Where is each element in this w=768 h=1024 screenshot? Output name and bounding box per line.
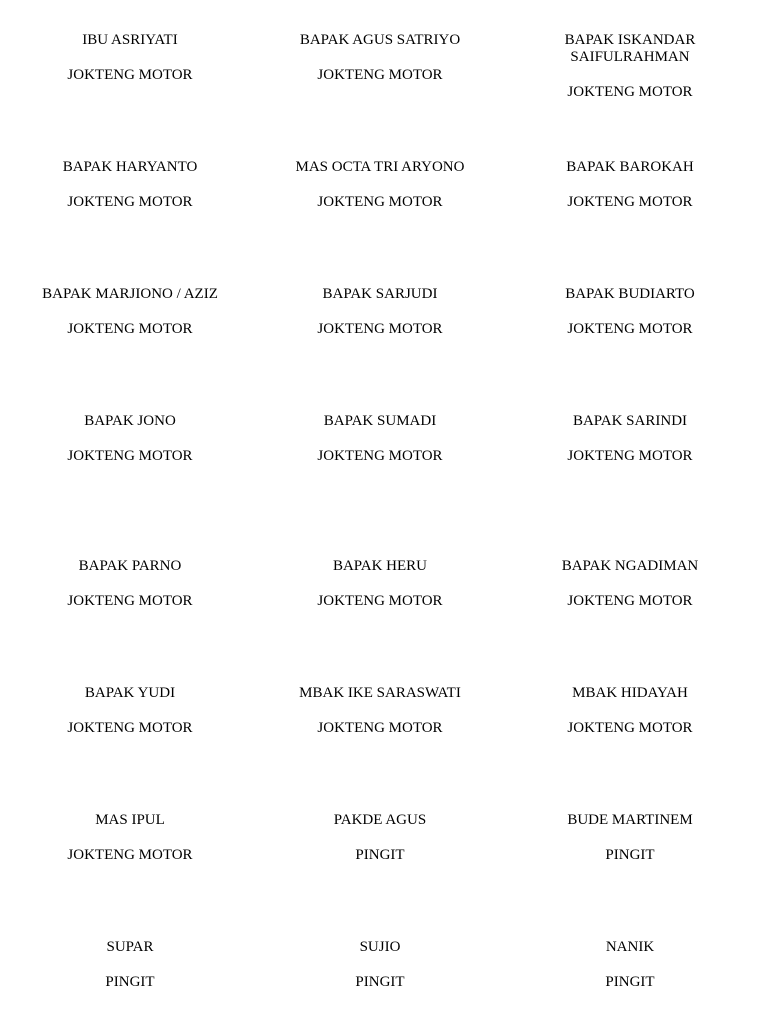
recipient-name: BAPAK SARJUDI [322,286,438,302]
address-label [505,812,755,864]
recipient-place: PINGIT [355,847,405,863]
recipient-name: MBAK IKE SARASWATI [299,685,461,701]
recipient-name: BAPAK SARINDI [572,413,688,429]
recipient-name: BAPAK HERU [332,558,428,574]
recipient-place: PINGIT [605,974,655,990]
address-label [255,413,505,465]
recipient-name: BAPAK JONO [84,413,176,429]
recipient-place: JOKTENG MOTOR [567,448,693,464]
recipient-name: BAPAK YUDI [84,685,176,701]
recipient-place: JOKTENG MOTOR [317,720,443,736]
address-label [5,159,255,211]
recipient-place: JOKTENG MOTOR [67,321,193,337]
address-label [5,812,255,864]
address-label [255,286,505,338]
address-label [255,939,505,991]
address-label [5,413,255,465]
recipient-name: BAPAK HARYANTO [62,159,198,175]
recipient-place: JOKTENG MOTOR [317,593,443,609]
address-label [5,939,255,991]
address-label [255,685,505,737]
recipient-name: BAPAK SUMADI [323,413,437,429]
recipient-place: JOKTENG MOTOR [317,321,443,337]
recipient-place: JOKTENG MOTOR [67,194,193,210]
recipient-place: PINGIT [105,974,155,990]
recipient-place: PINGIT [605,847,655,863]
recipient-name: MAS IPUL [95,812,165,828]
recipient-name: BUDE MARTINEM [567,812,693,828]
recipient-name: MBAK HIDAYAH [572,685,688,701]
address-label [505,286,755,338]
recipient-place: JOKTENG MOTOR [67,593,193,609]
address-label [255,812,505,864]
recipient-place: JOKTENG MOTOR [317,194,443,210]
recipient-name: NANIK [605,939,655,955]
recipient-name: BAPAK MARJIONO / AZIZ [42,286,218,302]
recipient-name: BAPAK BUDIARTO [565,286,695,302]
recipient-name: SUJIO [359,939,401,955]
recipient-place: JOKTENG MOTOR [317,448,443,464]
address-label [505,159,755,211]
address-label [505,939,755,991]
recipient-name: BAPAK NGADIMAN [561,558,699,574]
recipient-place: JOKTENG MOTOR [67,448,193,464]
recipient-place: PINGIT [355,974,405,990]
recipient-name: BAPAK PARNO [78,558,182,574]
address-label [5,286,255,338]
recipient-name: PAKDE AGUS [333,812,427,828]
recipient-place: JOKTENG MOTOR [67,847,193,863]
address-label [255,159,505,211]
recipient-place: JOKTENG MOTOR [67,67,193,83]
recipient-name: BAPAK AGUS SATRIYO [299,32,461,48]
recipient-place: JOKTENG MOTOR [567,593,693,609]
recipient-name: BAPAK BAROKAH [566,159,694,175]
recipient-place: JOKTENG MOTOR [567,720,693,736]
recipient-place: JOKTENG MOTOR [317,67,443,83]
recipient-name: IBU ASRIYATI [82,32,178,48]
recipient-place: JOKTENG MOTOR [67,720,193,736]
address-label [255,558,505,610]
address-label [5,32,255,84]
recipient-name: MAS OCTA TRI ARYONO [295,159,465,175]
recipient-place: JOKTENG MOTOR [567,84,693,100]
address-label [255,32,505,84]
address-label [5,685,255,737]
recipient-name: BAPAK ISKANDAR SAIFULRAHMAN [564,32,696,65]
address-label [505,685,755,737]
address-label [5,558,255,610]
address-label [505,32,755,101]
recipient-place: JOKTENG MOTOR [567,321,693,337]
address-label [505,558,755,610]
recipient-name: SUPAR [106,939,154,955]
address-label [505,413,755,465]
recipient-place: JOKTENG MOTOR [567,194,693,210]
